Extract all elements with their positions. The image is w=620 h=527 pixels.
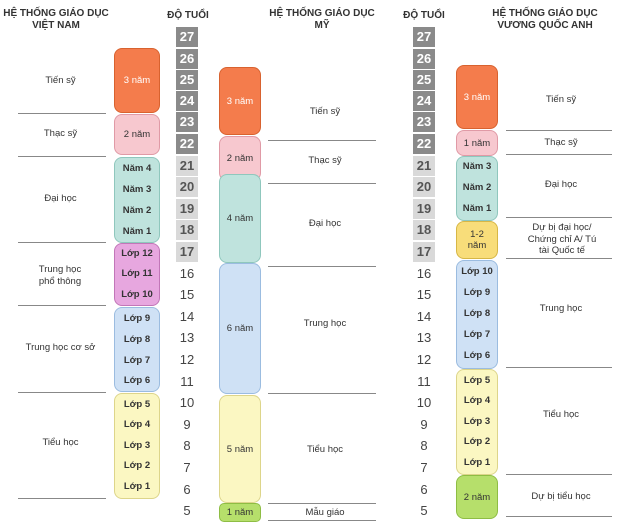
age-header-1: ĐỘ TUỔI bbox=[167, 10, 209, 21]
uk-stage-primary: Tiểu học bbox=[542, 409, 580, 420]
us-block-secondary-label: 6 năm bbox=[226, 323, 254, 334]
usa-header bbox=[262, 8, 382, 32]
us-divider bbox=[268, 393, 376, 394]
us-divider bbox=[268, 140, 376, 141]
vn-grade-4: Lớp 4 bbox=[123, 419, 151, 430]
age-2-10: 10 bbox=[416, 395, 432, 410]
uk-block-doctorate-label: 3 năm bbox=[463, 91, 491, 103]
uk-grade-7: Lớp 7 bbox=[463, 329, 491, 340]
uk-divider bbox=[506, 474, 612, 475]
age-1-15: 15 bbox=[179, 287, 195, 302]
vietnam-header-line2: VIỆT NAM bbox=[32, 20, 80, 31]
uk-header bbox=[475, 8, 615, 32]
age-2-24: 24 bbox=[413, 91, 435, 111]
vn-grade-2: Lớp 2 bbox=[123, 460, 151, 471]
uk-stage-secondary: Trung học bbox=[539, 303, 583, 314]
us-stage-secondary: Trung học bbox=[303, 318, 347, 329]
us-block-university bbox=[219, 174, 261, 263]
uk-block-university bbox=[456, 156, 498, 221]
uk-divider bbox=[506, 154, 612, 155]
uk-divider bbox=[506, 258, 612, 259]
age-1-8: 8 bbox=[183, 438, 191, 453]
age-2-17: 17 bbox=[413, 242, 435, 262]
age-2-19: 19 bbox=[413, 199, 435, 219]
us-stage-primary: Tiểu học bbox=[306, 444, 344, 455]
uk-stage-university: Đại học bbox=[544, 179, 578, 190]
us-block-primary-label: 5 năm bbox=[226, 443, 254, 455]
us-block-university-label: 4 năm bbox=[226, 213, 254, 224]
age-1-27: 27 bbox=[176, 27, 198, 47]
vn-grade-5: Lớp 5 bbox=[123, 399, 151, 410]
us-stage-doctorate: Tiến sỹ bbox=[309, 106, 341, 117]
uk-block-primary bbox=[456, 369, 498, 475]
age-1-19: 19 bbox=[176, 199, 198, 219]
vn-block-university bbox=[114, 157, 160, 243]
uk-block-pre-primary-label: 2 năm bbox=[463, 491, 491, 503]
vn-year-4: Năm 4 bbox=[122, 163, 152, 174]
vn-grade-1: Lớp 1 bbox=[123, 481, 151, 492]
uk-header-line2: VƯƠNG QUỐC ANH bbox=[497, 20, 593, 31]
age-2-26: 26 bbox=[413, 49, 435, 69]
vn-grade-7: Lớp 7 bbox=[123, 355, 151, 366]
uk-year-1: Năm 1 bbox=[462, 203, 492, 214]
vn-year-1: Năm 1 bbox=[122, 226, 152, 237]
age-2-22: 22 bbox=[413, 134, 435, 154]
uk-grade-1: Lớp 1 bbox=[463, 457, 491, 468]
vietnam-header bbox=[0, 8, 112, 32]
uk-block-pre-university-label: 1-2 năm bbox=[467, 229, 487, 251]
vn-block-high-school bbox=[114, 243, 160, 306]
vn-stage-high-school: Trung học phổ thông bbox=[38, 264, 82, 287]
vn-grade-8: Lớp 8 bbox=[123, 334, 151, 345]
age-1-22: 22 bbox=[176, 134, 198, 154]
us-divider bbox=[268, 266, 376, 267]
uk-grade-6: Lớp 6 bbox=[463, 350, 491, 361]
age-2-12: 12 bbox=[416, 352, 432, 367]
age-2-18: 18 bbox=[413, 220, 435, 240]
us-block-doctorate bbox=[219, 67, 261, 135]
uk-stage-pre-primary: Dự bị tiểu học bbox=[531, 491, 591, 502]
age-2-13: 13 bbox=[416, 330, 432, 345]
age-1-11: 11 bbox=[180, 374, 194, 389]
uk-divider bbox=[506, 367, 612, 368]
age-2-15: 15 bbox=[416, 287, 432, 302]
age-1-6: 6 bbox=[183, 482, 191, 497]
age-2-8: 8 bbox=[420, 438, 428, 453]
age-2-14: 14 bbox=[416, 309, 432, 324]
age-2-16: 16 bbox=[416, 266, 432, 281]
vn-divider bbox=[18, 113, 106, 114]
uk-block-doctorate bbox=[456, 65, 498, 129]
age-1-7: 7 bbox=[183, 460, 191, 475]
uk-divider bbox=[506, 217, 612, 218]
vn-grade-3: Lớp 3 bbox=[123, 440, 151, 451]
age-2-11: 11 bbox=[417, 374, 431, 389]
uk-header-line1: HỆ THỐNG GIÁO DỤC bbox=[492, 8, 598, 19]
age-2-21: 21 bbox=[413, 156, 435, 176]
age-1-5: 5 bbox=[183, 503, 191, 518]
uk-grade-2: Lớp 2 bbox=[463, 436, 491, 447]
uk-divider bbox=[506, 130, 612, 131]
vietnam-header-line1: HỆ THỐNG GIÁO DỤC bbox=[3, 8, 109, 19]
age-1-21: 21 bbox=[176, 156, 198, 176]
uk-grade-4: Lớp 4 bbox=[463, 395, 491, 406]
age-2-6: 6 bbox=[420, 482, 428, 497]
vn-divider bbox=[18, 242, 106, 243]
age-1-14: 14 bbox=[179, 309, 195, 324]
us-divider bbox=[268, 520, 376, 521]
uk-divider bbox=[506, 516, 612, 517]
vn-block-primary bbox=[114, 393, 160, 499]
vn-block-masters bbox=[114, 114, 160, 155]
vn-block-middle-school bbox=[114, 307, 160, 392]
uk-grade-5: Lớp 5 bbox=[463, 375, 491, 386]
uk-stage-doctorate: Tiến sỹ bbox=[545, 94, 577, 105]
uk-year-3: Năm 3 bbox=[462, 161, 492, 172]
uk-block-masters-label: 1 năm bbox=[463, 137, 491, 149]
age-1-20: 20 bbox=[176, 177, 198, 197]
age-1-12: 12 bbox=[179, 352, 195, 367]
age-1-16: 16 bbox=[179, 266, 195, 281]
uk-stage-pre-university: Dự bị đại học/ Chứng chỉ A/ Tú tài Quốc tế bbox=[527, 222, 597, 256]
vn-stage-masters: Thạc sỹ bbox=[43, 128, 78, 139]
age-2-27: 27 bbox=[413, 27, 435, 47]
age-2-20: 20 bbox=[413, 177, 435, 197]
age-header-2: ĐỘ TUỔI bbox=[403, 10, 445, 21]
age-1-13: 13 bbox=[179, 330, 195, 345]
uk-block-secondary bbox=[456, 260, 498, 369]
uk-year-2: Năm 2 bbox=[462, 182, 492, 193]
age-2-7: 7 bbox=[420, 460, 428, 475]
vn-year-2: Năm 2 bbox=[122, 205, 152, 216]
age-2-23: 23 bbox=[413, 112, 435, 132]
uk-stage-masters: Thạc sỹ bbox=[544, 137, 578, 148]
uk-block-pre-university bbox=[456, 221, 498, 259]
vn-divider bbox=[18, 392, 106, 393]
vn-divider bbox=[18, 305, 106, 306]
age-1-26: 26 bbox=[176, 49, 198, 69]
vn-divider bbox=[18, 498, 106, 499]
usa-header-line2: MỸ bbox=[314, 20, 330, 31]
us-stage-masters: Thạc sỹ bbox=[308, 155, 342, 166]
age-2-9: 9 bbox=[420, 417, 428, 432]
us-divider bbox=[268, 183, 376, 184]
age-1-25: 25 bbox=[176, 70, 198, 90]
us-block-doctorate-label: 3 năm bbox=[226, 95, 254, 107]
vn-block-doctorate-label: 3 năm bbox=[123, 75, 151, 86]
us-block-primary bbox=[219, 395, 261, 503]
vn-grade-6: Lớp 6 bbox=[123, 375, 151, 386]
us-divider bbox=[268, 503, 376, 504]
uk-grade-8: Lớp 8 bbox=[463, 308, 491, 319]
us-stage-kindergarten: Mẫu giáo bbox=[305, 507, 345, 518]
age-1-23: 23 bbox=[176, 112, 198, 132]
us-block-masters-label: 2 năm bbox=[226, 153, 254, 164]
vn-grade-12: Lớp 12 bbox=[121, 248, 153, 259]
age-2-25: 25 bbox=[413, 70, 435, 90]
us-block-kindergarten bbox=[219, 503, 261, 522]
uk-block-pre-primary bbox=[456, 475, 498, 519]
age-1-9: 9 bbox=[183, 417, 191, 432]
us-block-kindergarten-label: 1 năm bbox=[226, 507, 254, 518]
age-2-5: 5 bbox=[420, 503, 428, 518]
vn-stage-doctorate: Tiến sỹ bbox=[45, 75, 76, 86]
uk-grade-10: Lớp 10 bbox=[461, 266, 493, 277]
vn-grade-9: Lớp 9 bbox=[123, 313, 151, 324]
uk-grade-3: Lớp 3 bbox=[463, 416, 491, 427]
us-stage-university: Đại học bbox=[308, 218, 342, 229]
uk-block-masters bbox=[456, 130, 498, 156]
usa-header-line1: HỆ THỐNG GIÁO DỤC bbox=[269, 8, 375, 19]
vn-block-masters-label: 2 năm bbox=[123, 129, 151, 140]
vn-stage-primary: Tiểu học bbox=[42, 437, 79, 448]
age-1-24: 24 bbox=[176, 91, 198, 111]
vn-stage-middle-school: Trung học cơ sở bbox=[25, 342, 96, 353]
vn-grade-11: Lớp 11 bbox=[121, 268, 153, 279]
vn-block-doctorate bbox=[114, 48, 160, 113]
age-1-18: 18 bbox=[176, 220, 198, 240]
vn-year-3: Năm 3 bbox=[122, 184, 152, 195]
us-block-secondary bbox=[219, 263, 261, 394]
vn-grade-10: Lớp 10 bbox=[121, 289, 153, 300]
age-1-17: 17 bbox=[176, 242, 198, 262]
vn-stage-university: Đại học bbox=[44, 193, 77, 204]
vn-divider bbox=[18, 156, 106, 157]
uk-grade-9: Lớp 9 bbox=[463, 287, 491, 298]
age-1-10: 10 bbox=[179, 395, 195, 410]
